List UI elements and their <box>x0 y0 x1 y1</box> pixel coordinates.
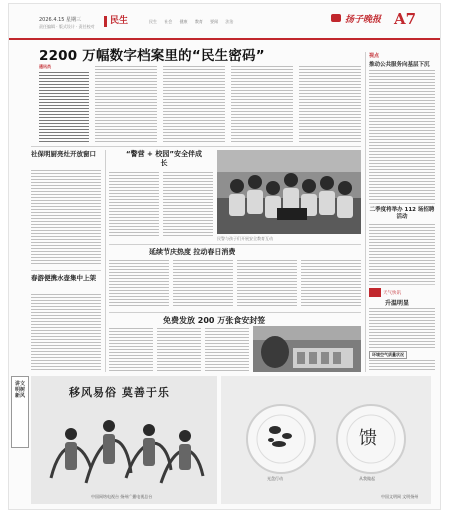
folk-dance-artwork <box>31 398 217 498</box>
ad-footer: 中国网络电视台 扬州广播电视总台 <box>91 494 153 499</box>
weather-icon <box>369 288 381 297</box>
story-title: 延续节庆热度 拉动春日消费 <box>149 248 236 256</box>
story-body <box>369 308 435 348</box>
story-body <box>157 328 201 372</box>
story-body <box>369 224 435 282</box>
main-headline: 2200 万幅数字档案里的“民生密码” <box>39 48 265 64</box>
divider <box>369 203 435 204</box>
right-tag: 天气快讯 <box>383 291 401 296</box>
news-photo <box>253 326 361 372</box>
divider <box>31 270 101 271</box>
story-body <box>109 328 153 372</box>
editor-credits: 责任编辑 · 版式设计 · 责任校对 <box>39 24 95 29</box>
body-column <box>231 66 293 142</box>
story-body <box>369 360 435 372</box>
story-title: 免费发放 200 万张食安封签 <box>163 316 266 325</box>
newspaper-page <box>8 3 441 510</box>
nav-item: 民生 <box>149 19 157 24</box>
story-body <box>31 170 101 266</box>
ad-caption: 从我做起 <box>359 476 375 481</box>
right-tag: 视点 <box>369 53 380 59</box>
newspaper-logo: 扬子晚报 <box>345 15 382 25</box>
story-body <box>163 172 213 238</box>
plate-character: 馈 <box>359 428 377 449</box>
story-title: 升温明显 <box>385 300 410 307</box>
divider <box>109 244 361 245</box>
side-tag-text: 讲文明树新风 <box>14 381 25 399</box>
story-title: 社保明厨亮灶开放窗口 <box>31 150 96 158</box>
story-body <box>301 260 361 308</box>
story-body <box>205 328 249 372</box>
nav-item: 要闻 <box>210 19 219 24</box>
divider <box>109 312 361 313</box>
divider <box>369 284 435 285</box>
civility-side-tag <box>11 376 29 448</box>
story-title: 二季度将举办 112 场招聘活动 <box>369 207 435 220</box>
ad-footer: 中国文明网 文明扬州 <box>381 494 419 499</box>
section-label: 民生 <box>104 16 128 27</box>
right-tag: 环境空气质量状况 <box>369 351 407 359</box>
food-seal-photo <box>253 326 361 372</box>
story-title: 推动公共服务向基层下沉 <box>369 62 430 68</box>
lead-paragraph <box>39 72 89 142</box>
nav-item: 教育 <box>194 19 203 24</box>
ad-caption: 光盘行动 <box>267 476 283 481</box>
column-rule <box>365 52 366 372</box>
news-photo <box>217 150 361 234</box>
story-body <box>237 260 297 308</box>
nav-item: 健康 <box>179 19 188 24</box>
byline-label: 通讯员 <box>39 64 51 69</box>
logo-icon <box>331 14 341 22</box>
column-rule <box>105 150 106 372</box>
divider <box>31 146 361 147</box>
plates-artwork <box>221 384 431 494</box>
issue-date: 2026.4.15 星期三 <box>39 17 82 23</box>
ad-title: 移风易俗 莫善于乐 <box>69 386 170 399</box>
nav-item: 社会 <box>164 19 173 24</box>
story-body <box>173 260 233 308</box>
clean-plate-ad <box>221 376 431 504</box>
section-nav <box>149 19 239 25</box>
body-column <box>95 66 157 142</box>
story-body <box>109 172 159 238</box>
story-title: “警营 + 校园”安全伴成长 <box>126 150 202 167</box>
public-service-ad <box>31 376 217 504</box>
story-body <box>31 294 101 370</box>
body-column <box>163 66 225 142</box>
story-title: 春游便携水壶集中上架 <box>31 274 96 282</box>
photo-caption: 民警与孩子们开展安全教育互动 <box>217 236 273 241</box>
story-body <box>109 260 169 308</box>
page-header <box>9 4 440 40</box>
nav-item: 法治 <box>225 19 234 24</box>
story-body <box>369 70 435 200</box>
police-children-photo <box>217 150 361 234</box>
body-column <box>299 66 361 142</box>
page-number: A7 <box>394 10 417 28</box>
